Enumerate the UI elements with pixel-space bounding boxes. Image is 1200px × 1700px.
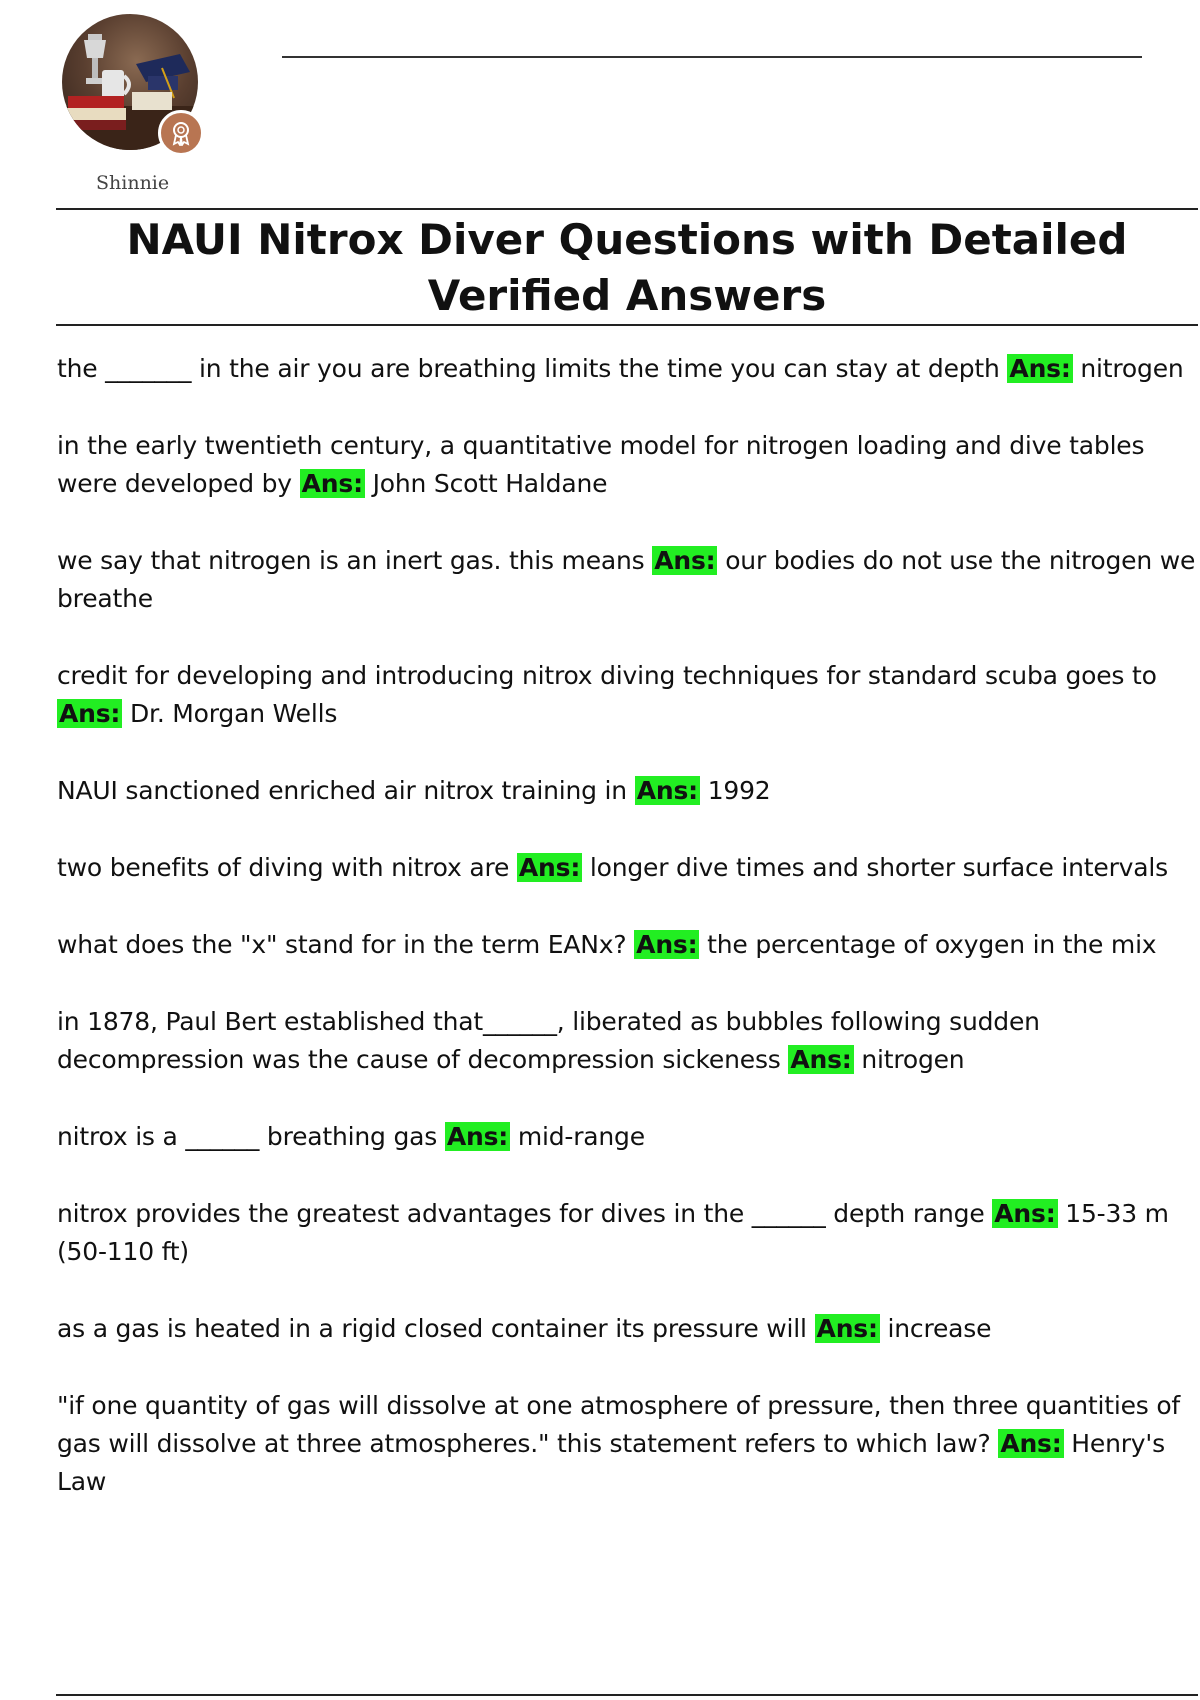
badge: [158, 110, 204, 156]
qa-item: [57, 427, 1197, 503]
answer-text: nitrogen: [861, 1045, 965, 1074]
question-text: nitrox provides the greatest advantages for dives in the ______ depth range: [57, 1199, 985, 1228]
qa-item: [57, 849, 1197, 887]
header-line: [282, 56, 1142, 58]
qa-item: [57, 926, 1197, 964]
answer-text: mid-range: [517, 1122, 645, 1151]
question-text: we say that nitrogen is an inert gas. this means: [57, 546, 645, 575]
question-text: two benefits of diving with nitrox are: [57, 853, 510, 882]
username[interactable]: Shinnie: [96, 172, 170, 194]
question-list: [57, 350, 1197, 1540]
question-text: in 1878, Paul Bert established that______, liberated as bubbles following sudden decompression was the cause of decompression sickeness: [57, 1007, 1040, 1074]
avatar-container[interactable]: [62, 14, 202, 154]
answer-label: Ans:: [518, 853, 581, 882]
answer-text: 1992: [707, 776, 771, 805]
divider: [56, 208, 1198, 210]
question-text: "if one quantity of gas will dissolve at one atmosphere of pressure, then three quantities of gas will dissolve at three atmospheres." this statement refers to which law?: [57, 1391, 1181, 1458]
answer-label: Ans:: [654, 546, 716, 575]
answer-label: Ans:: [994, 1199, 1056, 1228]
answer-label: Ans:: [1000, 1429, 1062, 1458]
answer-text: 15-33 m (50-110 ft): [57, 1199, 1169, 1266]
qa-item: [57, 1387, 1197, 1501]
answer-text: the percentage of oxygen in the mix: [707, 930, 1157, 959]
qa-item: [57, 542, 1197, 618]
answer-label: Ans:: [636, 930, 698, 959]
page-title: NAUI Nitrox Diver Questions with Detailed Verified Answers: [126, 215, 1128, 320]
qa-item: [57, 1003, 1197, 1079]
answer-text: longer dive times and shorter surface intervals: [589, 853, 1168, 882]
question-text: the _______ in the air you are breathing limits the time you can stay at depth: [57, 354, 1000, 383]
answer-label: Ans:: [301, 469, 363, 498]
answer-text: Dr. Morgan Wells: [129, 699, 338, 728]
qa-item: [57, 1310, 1197, 1348]
question-text: what does the "x" stand for in the term EANx?: [57, 930, 627, 959]
document-header: [0, 0, 1200, 205]
question-text: credit for developing and introducing nitrox diving techniques for standard scuba goes to: [57, 661, 1157, 690]
qa-item: [57, 772, 1197, 810]
award-ribbon-icon: [168, 120, 194, 146]
question-text: NAUI sanctioned enriched air nitrox training in: [57, 776, 627, 805]
question-text: in the early twentieth century, a quantitative model for nitrogen loading and dive tables were developed by: [57, 431, 1145, 498]
qa-item: [57, 350, 1197, 388]
answer-label: Ans:: [790, 1045, 852, 1074]
qa-item: [57, 657, 1197, 733]
question-text: nitrox is a ______ breathing gas: [57, 1122, 438, 1151]
answer-label: Ans:: [636, 776, 698, 805]
answer-text: our bodies do not use the nitrogen we breathe: [57, 546, 1196, 613]
qa-item: [57, 1195, 1197, 1271]
answer-text: nitrogen: [1080, 354, 1184, 383]
answer-label: Ans:: [59, 699, 121, 728]
qa-item: [57, 1118, 1197, 1156]
answer-label: Ans:: [816, 1314, 878, 1343]
divider: [56, 324, 1198, 326]
answer-text: John Scott Haldane: [372, 469, 608, 498]
answer-label: Ans:: [1009, 354, 1071, 383]
answer-text: increase: [887, 1314, 992, 1343]
answer-text: Henry's Law: [57, 1429, 1165, 1496]
question-text: as a gas is heated in a rigid closed container its pressure will: [57, 1314, 807, 1343]
footer-divider: [56, 1694, 1198, 1696]
answer-label: Ans:: [446, 1122, 509, 1151]
